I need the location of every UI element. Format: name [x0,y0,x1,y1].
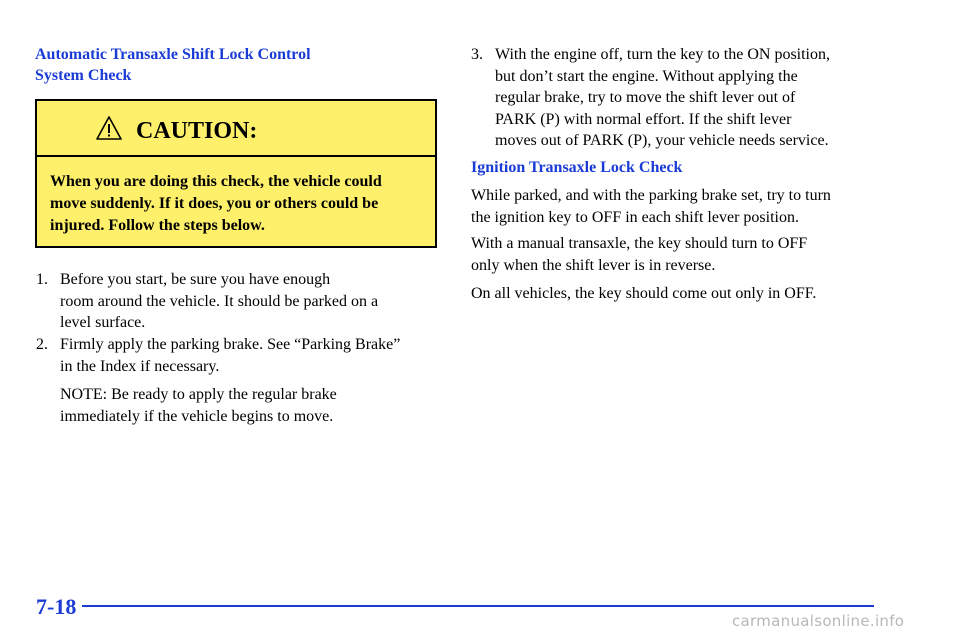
section-heading-ignition: Ignition Transaxle Lock Check [471,159,683,176]
step-number: 3. [471,46,483,63]
caution-line: move suddenly. If it does, you or others could be [50,195,379,212]
paragraph-line: While parked, and with the parking brake set, try to turn [471,187,831,204]
step-line: Before you start, be sure you have enough [60,271,331,288]
step-line: level surface. [60,314,146,331]
step-line: Firmly apply the parking brake. See “Parking Brake” [60,336,401,353]
warning-triangle-icon [95,115,123,141]
footer-divider [82,605,874,607]
section-heading-line: Automatic Transaxle Shift Lock Control [35,46,311,63]
paragraph-line: On all vehicles, the key should come out only in OFF. [471,285,817,302]
step-line: PARK (P) with normal effort. If the shift lever [495,110,792,128]
caution-line: injured. Follow the steps below. [50,217,265,234]
caution-line: When you are doing this check, the vehicle could [50,173,382,190]
step-text [495,44,830,152]
step-line: With the engine off, turn the key to the ON position, [495,46,830,63]
note-line: immediately if the vehicle begins to move. [60,407,334,425]
step-line: room around the vehicle. It should be parked on a [60,292,379,310]
paragraph-ignition-check [471,185,911,228]
step-line: in the Index if necessary. [60,357,220,375]
step-line: moves out of PARK (P), your vehicle needs service. [495,132,829,149]
caution-header [37,101,435,157]
paragraph-manual-transaxle [471,233,911,276]
step-line: regular brake, try to move the shift lever out of [495,89,796,106]
paragraph-line: With a manual transaxle, the key should turn to OFF [471,235,808,252]
caution-message [50,171,430,237]
step-text [60,269,378,334]
note-line: NOTE: Be ready to apply the regular brake [60,386,337,403]
step-text [60,334,400,377]
page-number: 7-18 [36,594,77,619]
step-number: 2. [36,336,48,353]
caution-box [35,99,437,248]
section-heading-line: System Check [35,67,132,84]
section-heading-shift-lock [35,44,311,86]
step-number: 1. [36,271,48,288]
step-2-note [60,384,450,427]
watermark-text: carmanualsonline.info [732,612,905,630]
paragraph-line: the ignition key to OFF in each shift lever position. [471,208,799,226]
caution-title: CAUTION: [136,118,258,144]
paragraph-all-vehicles [471,283,911,305]
step-line: but don’t start the engine. Without applying the [495,67,798,85]
paragraph-line: only when the shift lever is in reverse. [471,256,716,274]
